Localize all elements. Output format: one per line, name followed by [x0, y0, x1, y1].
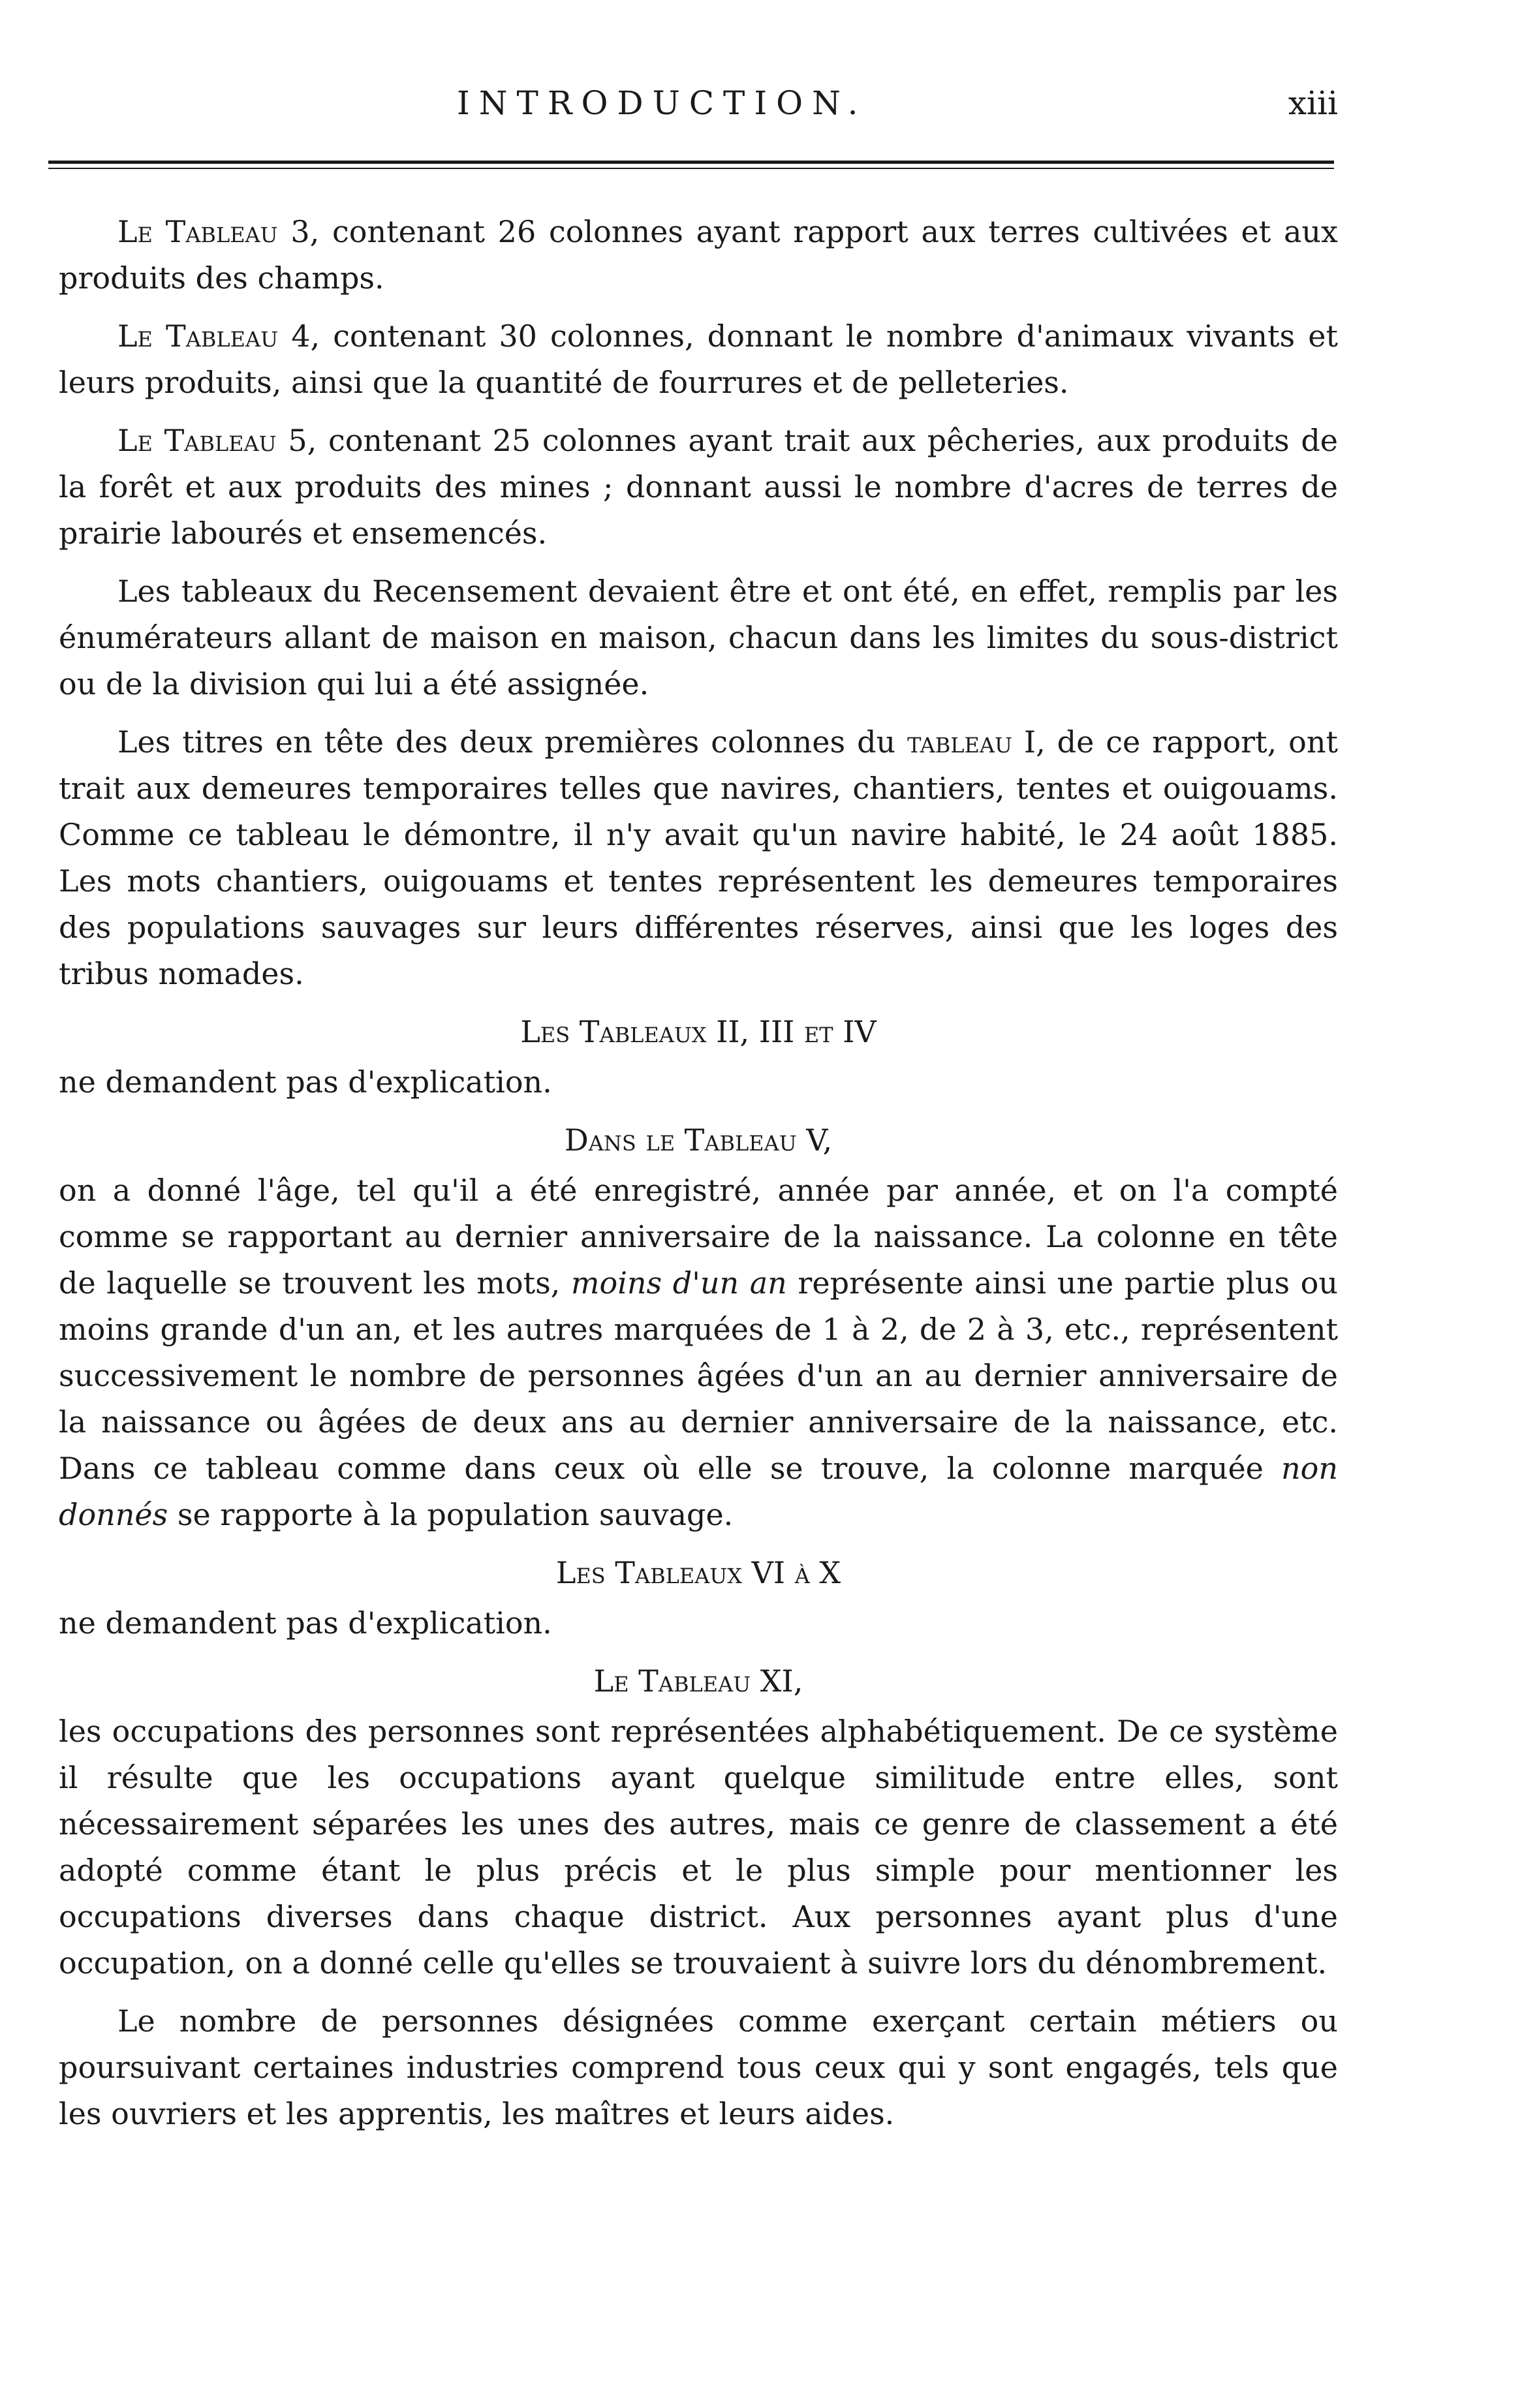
page-body [59, 209, 1338, 2149]
tableaux-2-3-4-text: ne demandent pas d'explication. [59, 1064, 552, 1100]
italic-moins-d-un-an: moins d'un an [570, 1265, 787, 1301]
page-number: xiii [1288, 84, 1338, 122]
tableau-5-roman-text-a: on a donné l'âge, tel qu'il a été enregistré, année par année, et on l'a compté comme se rapportant au dernier anniversaire de la naissance. La colonne en tête de laquelle se trouvent les mots, [59, 1173, 1338, 1301]
tableau-5-label: Le Tableau 5, [117, 423, 317, 458]
heading-tableau-5-roman: Dans le Tableau V, [564, 1122, 833, 1158]
recensement-text: Les tableaux du Recensement devaient être et ont été, en effet, remplis par les énumérateurs allant de maison en maison, chacun dans les limites du sous-district ou de la division qui lui a été assignée. [59, 574, 1338, 702]
paragraph-tableaux-2-3-4 [59, 1059, 1338, 1105]
paragraph-tableau-11 [59, 1708, 1338, 1986]
paragraph-tableau-4 [59, 313, 1338, 406]
paragraph-closing [59, 1998, 1338, 2137]
heading-tableau-11: Le Tableau XI, [593, 1663, 803, 1699]
paragraph-tableau-3 [59, 209, 1338, 301]
italic-non-donnes: non donnés [59, 1451, 1338, 1532]
tableau-5-roman-text-b: représente ainsi une partie plus ou moins grande d'un an, et les autres marquées de 1 à 2, de 2 à 3, etc., représentent successivement le nombre de personnes âgées d'un an au dernier anniversaire de la naissance ou âgées de deux ans au dernier anniversaire de la naissance, etc. Dans ce tableau comme dans ceux où elle se trouve, la colonne marquée [59, 1265, 1338, 1486]
tableau-5-roman-text-c: se rapporte à la population sauvage. [168, 1497, 734, 1532]
tableau-3-label: Le Tableau 3, [117, 214, 320, 249]
paragraph-recensement [59, 568, 1338, 707]
paragraph-titres [59, 719, 1338, 997]
tableau-11-text: les occupations des personnes sont représentées alphabétiquement. De ce système il résulte que les occupations ayant quelque similitude entre elles, sont nécessairement séparées les unes des autres, mais ce genre de classement a été adopté comme étant le plus précis et le plus simple pour mentionner les occupations diverses dans chaque district. Aux personnes ayant plus d'une occupation, on a donné celle qu'elles se trouvaient à suivre lors du dénombrement. [59, 1714, 1338, 1981]
tableau-4-text: contenant 30 colonnes, donnant le nombre d'animaux vivants et leurs produits, ainsi que la quantité de fourrures et de pelleteries. [59, 318, 1338, 400]
tableaux-6-10-text: ne demandent pas d'explication. [59, 1605, 552, 1641]
tableau-3-text: contenant 26 colonnes ayant rapport aux terres cultivées et aux produits des champs. [59, 214, 1338, 296]
heading-tableaux-6-10: Les Tableaux VI à X [555, 1555, 841, 1590]
paragraph-tableau-5-roman [59, 1167, 1338, 1538]
running-title: INTRODUCTION. [457, 84, 867, 122]
titres-tableau-word: tableau [907, 724, 1012, 760]
tableau-5-text: contenant 25 colonnes ayant trait aux pêcheries, aux produits de la forêt et aux produits des mines ; donnant aussi le nombre d'acres de terres de prairie labourés et ensemencés. [59, 423, 1338, 551]
page-header [59, 77, 1338, 129]
tableau-4-label: Le Tableau 4, [117, 318, 320, 354]
titres-text-before: Les titres en tête des deux premières colonnes du [117, 724, 908, 760]
paragraph-tableaux-6-10 [59, 1600, 1338, 1646]
titres-text-after: I, de ce rapport, ont trait aux demeures temporaires telles que navires, chantiers, tentes et ouigouams. Comme ce tableau le démontre, il n'y avait qu'un navire habité, le 24 août 1885. Les mots chantiers, ouigouams et tentes représentent les demeures temporaires des populations sauvages sur leurs différentes réserves, ainsi que les loges des tribus nomades. [59, 724, 1338, 991]
closing-text: Le nombre de personnes désignées comme exerçant certain métiers ou poursuivant certaines industries comprend tous ceux qui y sont engagés, tels que les ouvriers et les apprentis, les maîtres et leurs aides. [59, 2003, 1338, 2131]
header-double-rule [48, 161, 1334, 169]
heading-tableaux-2-3-4: Les Tableaux II, III et IV [520, 1014, 877, 1049]
paragraph-tableau-5 [59, 418, 1338, 557]
